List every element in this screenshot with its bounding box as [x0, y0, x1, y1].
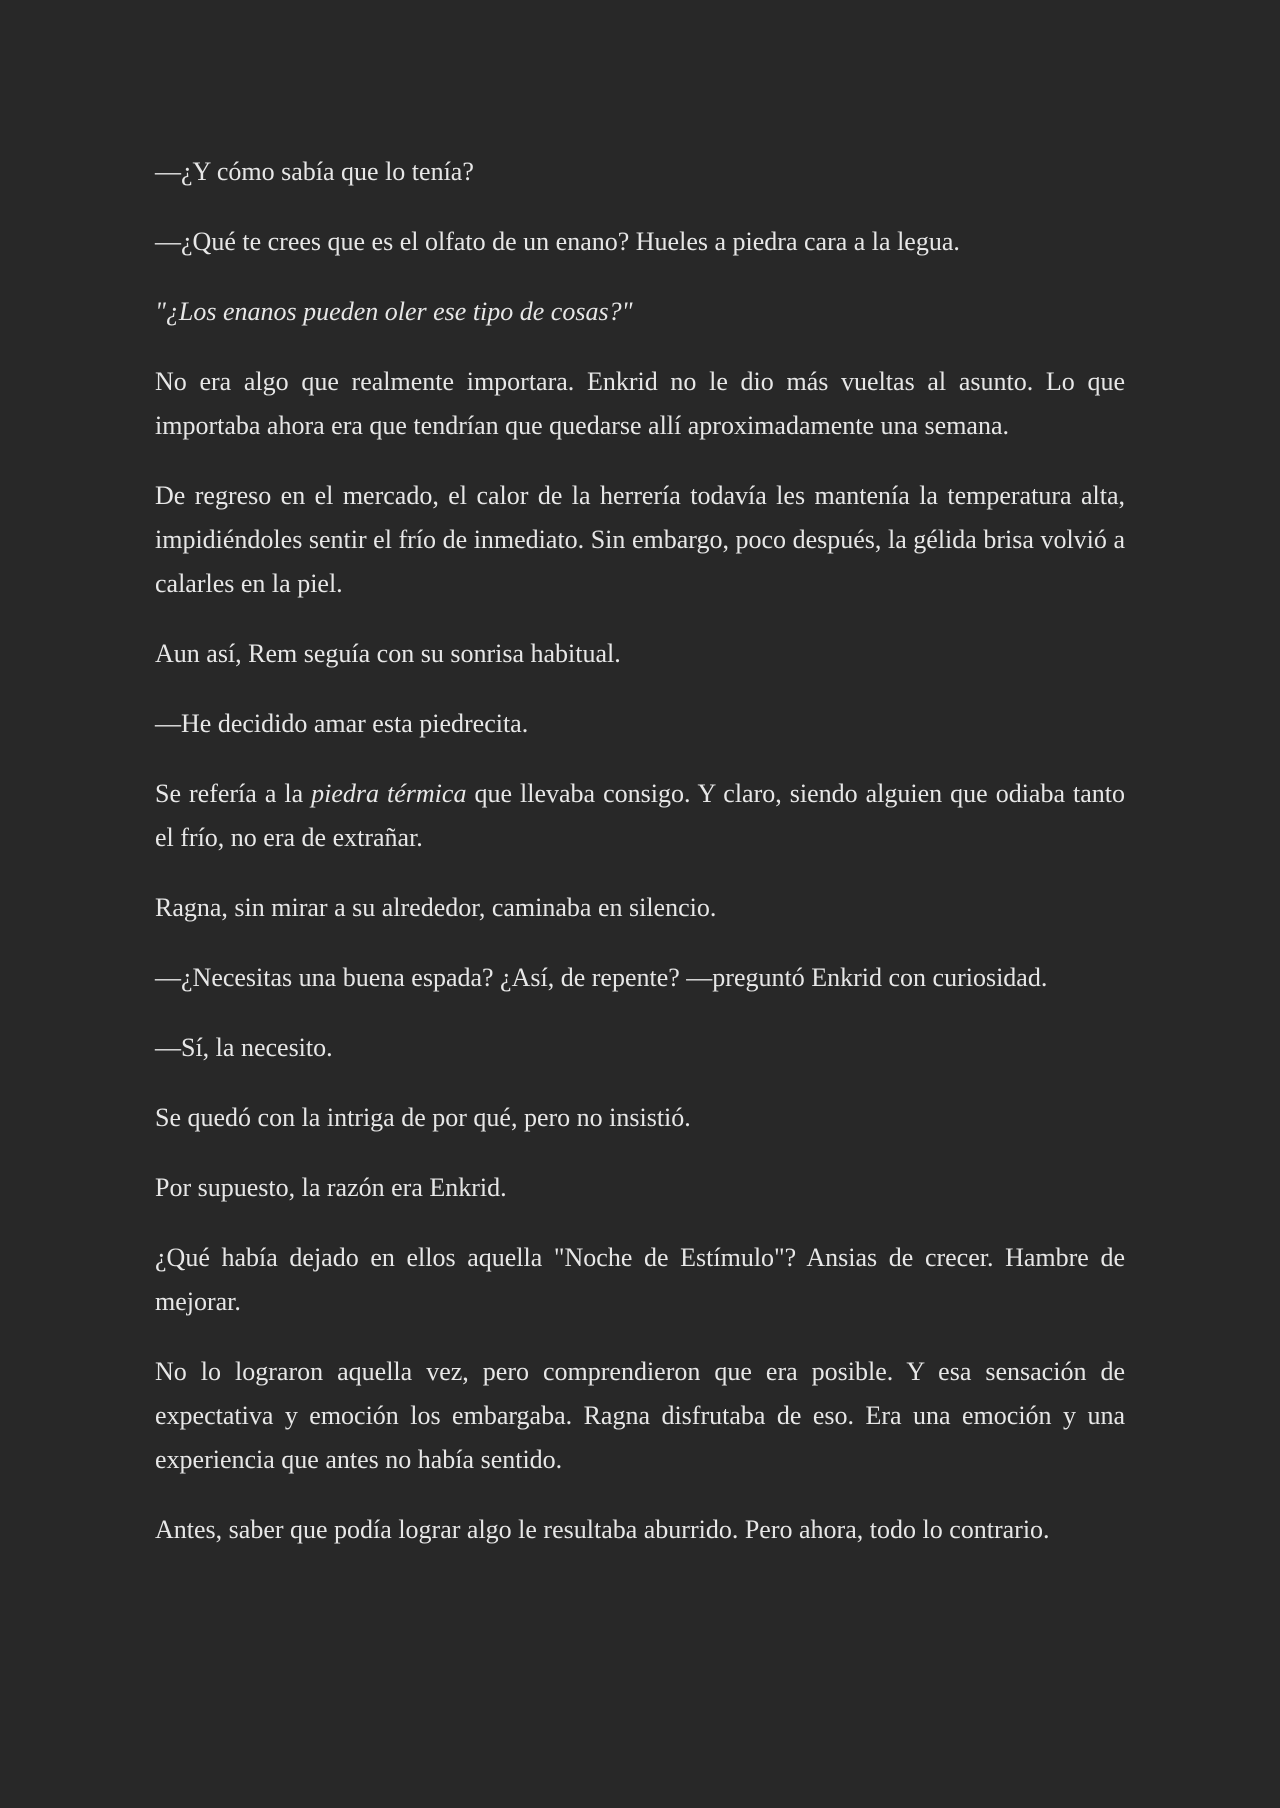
chapter-text — [155, 150, 1125, 1578]
narration-paragraph: Ragna, sin mirar a su alrededor, caminaba en silencio. — [155, 893, 717, 922]
narration-paragraph: Por supuesto, la razón era Enkrid. — [155, 1173, 507, 1202]
narration-paragraph: No lo lograron aquella vez, pero comprendieron que era posible. Y esa sensación de expectativa y emoción los embargaba. Ragna disfrutaba de eso. Era una emoción y una experiencia que antes no había sentido. — [155, 1357, 1125, 1474]
narration-paragraph: Se quedó con la intriga de por qué, pero no insistió. — [155, 1103, 691, 1132]
narration-paragraph: Antes, saber que podía lograr algo le resultaba aburrido. Pero ahora, todo lo contrario. — [155, 1515, 1050, 1544]
narration-paragraph — [155, 772, 1125, 860]
narration-paragraph: ¿Qué había dejado en ellos aquella "Noche de Estímulo"? Ansias de crecer. Hambre de mejorar. — [155, 1243, 1125, 1316]
dialogue-paragraph: —Sí, la necesito. — [155, 1033, 333, 1062]
narration-paragraph: No era algo que realmente importara. Enkrid no le dio más vueltas al asunto. Lo que importaba ahora era que tendrían que quedarse allí aproximadamente una semana. — [155, 367, 1125, 440]
text-run: que llevaba consigo. Y claro, siendo alguien que odiaba tanto el frío, no era de extrañar. — [155, 779, 1126, 852]
dialogue-paragraph: —¿Necesitas una buena espada? ¿Así, de repente? —preguntó Enkrid con curiosidad. — [155, 963, 1048, 992]
dialogue-paragraph: —¿Qué te crees que es el olfato de un enano? Hueles a piedra cara a la legua. — [155, 227, 960, 256]
narration-paragraph: De regreso en el mercado, el calor de la herrería todavía les mantenía la temperatura alta, impidiéndoles sentir el frío de inmediato. Sin embargo, poco después, la gélida brisa volvió a calarles en la piel. — [155, 481, 1125, 598]
thought-paragraph: "¿Los enanos pueden oler ese tipo de cosas?" — [155, 297, 633, 326]
italic-term: piedra térmica — [311, 779, 467, 808]
dialogue-paragraph: —He decidido amar esta piedrecita. — [155, 709, 529, 738]
narration-paragraph: Aun así, Rem seguía con su sonrisa habitual. — [155, 639, 621, 668]
dialogue-paragraph: —¿Y cómo sabía que lo tenía? — [155, 157, 474, 186]
text-run: Se refería a la — [155, 779, 312, 808]
